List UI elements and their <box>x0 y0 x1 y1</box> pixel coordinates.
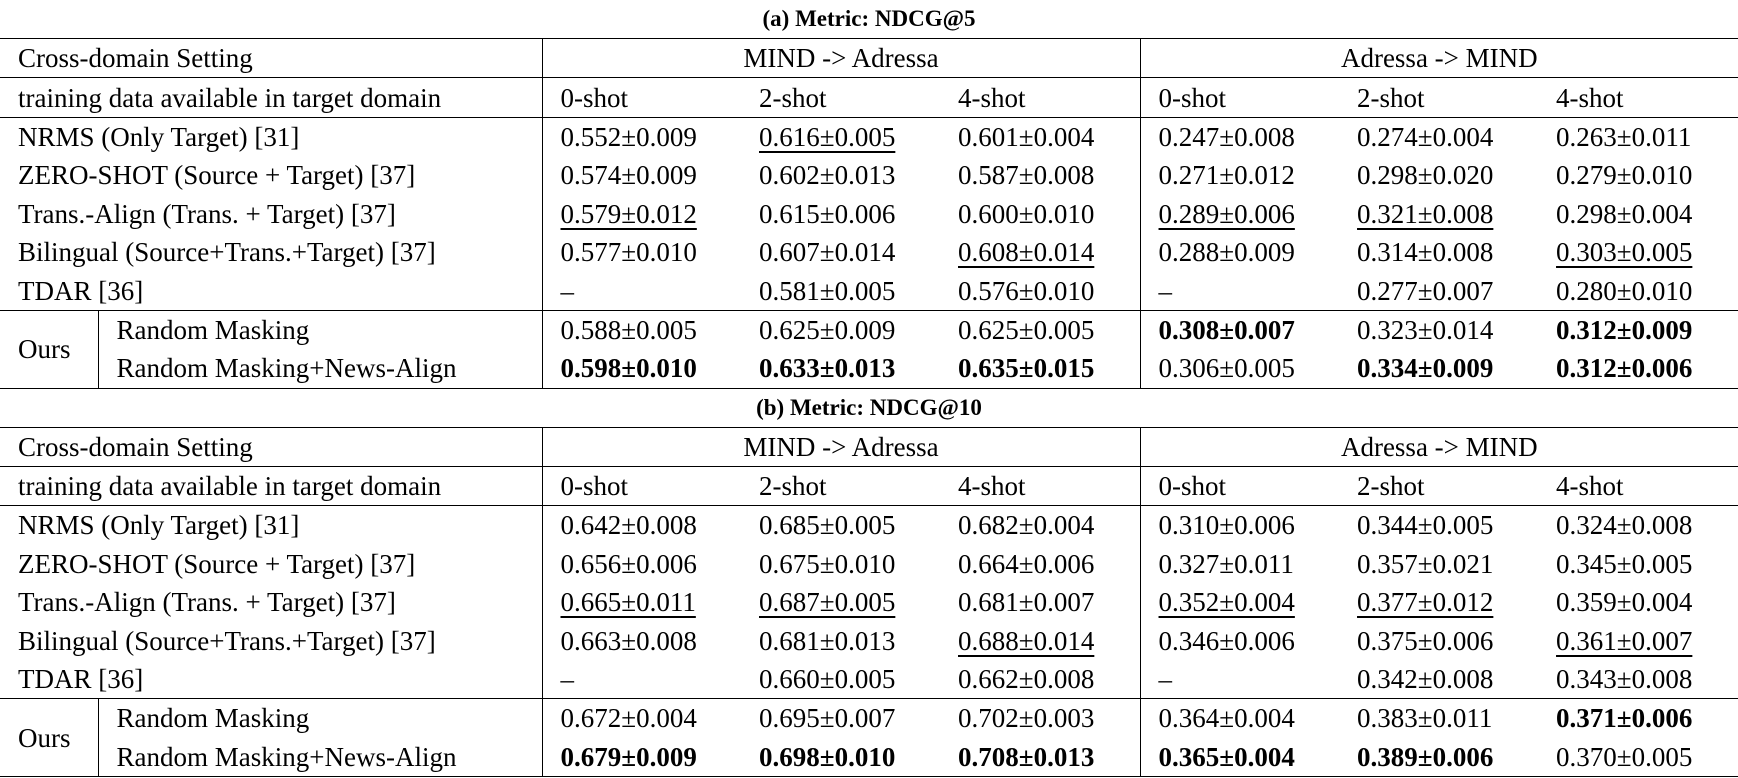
cell-value: 0.574±0.009 <box>560 160 697 191</box>
table-row <box>0 195 1738 233</box>
table-row-ours <box>0 310 1738 349</box>
cell-value: 0.310±0.006 <box>1140 506 1339 545</box>
method-name: Random Masking <box>98 699 542 738</box>
table-b <box>0 427 1738 778</box>
table-row-ours <box>0 738 1738 777</box>
cell-value: 0.334±0.009 <box>1339 349 1538 388</box>
cell-value: 0.602±0.013 <box>759 160 896 191</box>
cell-value: 0.377±0.012 <box>1357 587 1494 618</box>
header-row-setting <box>0 39 1738 78</box>
cell-value: 0.342±0.008 <box>1357 664 1494 695</box>
cell-value: – <box>1158 664 1173 695</box>
cell-value: 0.579±0.012 <box>560 198 697 229</box>
cell-value: 0.389±0.006 <box>1339 738 1538 777</box>
cell-value: 0.289±0.006 <box>1158 198 1295 229</box>
cell-value: 0.702±0.003 <box>940 699 1140 738</box>
training-label: training data available in target domain <box>0 78 542 117</box>
table-row <box>0 271 1738 310</box>
cell-value: 0.306±0.005 <box>1140 349 1339 388</box>
cell-value: 0.660±0.005 <box>759 664 896 695</box>
cell-value: – <box>560 275 574 306</box>
shot-header: 0-shot <box>1140 466 1339 505</box>
cell-value: 0.323±0.014 <box>1339 310 1538 349</box>
cell-value: 0.298±0.020 <box>1357 160 1494 191</box>
cell-value: 0.588±0.005 <box>542 310 741 349</box>
table-a <box>0 38 1738 389</box>
cell-value: 0.635±0.015 <box>940 349 1140 388</box>
training-label: training data available in target domain <box>0 466 542 505</box>
cell-value: 0.308±0.007 <box>1140 310 1339 349</box>
cell-value: 0.371±0.006 <box>1538 699 1738 738</box>
cell-value: 0.359±0.004 <box>1556 587 1693 618</box>
cell-value: 0.345±0.005 <box>1556 548 1693 579</box>
cell-value: 0.598±0.010 <box>542 349 741 388</box>
cell-value: 0.607±0.014 <box>759 237 896 268</box>
table-row <box>0 156 1738 194</box>
cell-value: 0.375±0.006 <box>1357 625 1494 656</box>
ours-label: Ours <box>0 699 98 777</box>
method-name: Trans.-Align (Trans. + Target) [37] <box>0 583 542 621</box>
cell-value: 0.271±0.012 <box>1158 160 1295 191</box>
table-row-ours <box>0 349 1738 388</box>
table-row <box>0 583 1738 621</box>
method-name: Trans.-Align (Trans. + Target) [37] <box>0 195 542 233</box>
cell-value: 0.312±0.006 <box>1538 349 1738 388</box>
shot-header: 2-shot <box>741 466 940 505</box>
cell-value: 0.625±0.009 <box>741 310 940 349</box>
cell-value: 0.274±0.004 <box>1339 117 1538 156</box>
cell-value: 0.361±0.007 <box>1556 625 1693 656</box>
cell-value: 0.675±0.010 <box>759 548 896 579</box>
method-name: Bilingual (Source+Trans.+Target) [37] <box>0 233 542 271</box>
shot-header: 0-shot <box>1140 78 1339 117</box>
shot-header: 0-shot <box>542 78 741 117</box>
method-name: Random Masking+News-Align <box>98 349 542 388</box>
cell-value: 0.357±0.021 <box>1357 548 1494 579</box>
cell-value: 0.263±0.011 <box>1538 117 1738 156</box>
cell-value: 0.552±0.009 <box>542 117 741 156</box>
cell-value: 0.662±0.008 <box>940 660 1140 699</box>
shot-header: 4-shot <box>1538 78 1738 117</box>
ours-label: Ours <box>0 310 98 388</box>
table-row <box>0 545 1738 583</box>
cell-value: 0.321±0.008 <box>1357 198 1494 229</box>
cell-value: 0.576±0.010 <box>940 271 1140 310</box>
method-name: ZERO-SHOT (Source + Target) [37] <box>0 545 542 583</box>
cell-value: 0.601±0.004 <box>940 117 1140 156</box>
cell-value: 0.695±0.007 <box>741 699 940 738</box>
cell-value: 0.664±0.006 <box>940 545 1140 583</box>
cell-value: 0.346±0.006 <box>1158 625 1295 656</box>
cell-value: 0.672±0.004 <box>542 699 741 738</box>
cell-value: 0.581±0.005 <box>759 275 896 306</box>
shot-header: 2-shot <box>741 78 940 117</box>
method-name: Bilingual (Source+Trans.+Target) [37] <box>0 621 542 659</box>
cell-value: 0.343±0.008 <box>1556 664 1693 695</box>
cell-value: 0.312±0.009 <box>1538 310 1738 349</box>
cell-value: 0.288±0.009 <box>1158 237 1295 268</box>
method-name: TDAR [36] <box>0 660 542 699</box>
cell-value: 0.681±0.013 <box>759 625 896 656</box>
cell-value: 0.615±0.006 <box>759 198 896 229</box>
cell-value: 0.279±0.010 <box>1556 160 1693 191</box>
cell-value: 0.577±0.010 <box>560 237 697 268</box>
cell-value: 0.280±0.010 <box>1556 275 1693 306</box>
cell-value: 0.687±0.005 <box>759 587 896 618</box>
cell-value: 0.656±0.006 <box>560 548 697 579</box>
cell-value: 0.600±0.010 <box>940 195 1140 233</box>
cell-value: 0.370±0.005 <box>1538 738 1738 777</box>
cell-value: 0.587±0.008 <box>940 156 1140 194</box>
shot-header: 2-shot <box>1339 466 1538 505</box>
table-row <box>0 117 1738 156</box>
table-row-ours <box>0 699 1738 738</box>
cell-value: 0.633±0.013 <box>741 349 940 388</box>
cell-value: 0.688±0.014 <box>958 625 1095 656</box>
header-row-setting <box>0 427 1738 466</box>
cell-value: – <box>560 664 574 695</box>
cell-value: 0.685±0.005 <box>741 506 940 545</box>
cell-value: 0.303±0.005 <box>1556 237 1693 268</box>
cell-value: 0.698±0.010 <box>741 738 940 777</box>
cell-value: 0.625±0.005 <box>940 310 1140 349</box>
cell-value: 0.616±0.005 <box>759 121 896 152</box>
table-row <box>0 660 1738 699</box>
table-b-caption: (b) Metric: NDCG@10 <box>756 394 982 420</box>
setting-label: Cross-domain Setting <box>0 427 542 466</box>
cell-value: 0.364±0.004 <box>1140 699 1339 738</box>
header-row-shots <box>0 466 1738 505</box>
cell-value: 0.679±0.009 <box>542 738 741 777</box>
method-name: TDAR [36] <box>0 271 542 310</box>
cell-value: 0.247±0.008 <box>1140 117 1339 156</box>
group-mind-adressa: MIND -> Adressa <box>542 39 1140 78</box>
method-name: NRMS (Only Target) [31] <box>0 117 542 156</box>
cell-value: 0.352±0.004 <box>1158 587 1295 618</box>
method-name: ZERO-SHOT (Source + Target) [37] <box>0 156 542 194</box>
method-name: NRMS (Only Target) [31] <box>0 506 542 545</box>
group-adressa-mind: Adressa -> MIND <box>1140 427 1738 466</box>
cell-value: 0.681±0.007 <box>940 583 1140 621</box>
cell-value: 0.608±0.014 <box>958 237 1095 268</box>
shot-header: 0-shot <box>542 466 741 505</box>
shot-header: 2-shot <box>1339 78 1538 117</box>
cell-value: 0.344±0.005 <box>1339 506 1538 545</box>
cell-value: 0.708±0.013 <box>940 738 1140 777</box>
cell-value: 0.277±0.007 <box>1357 275 1494 306</box>
header-row-shots <box>0 78 1738 117</box>
cell-value: – <box>1158 275 1173 306</box>
cell-value: 0.324±0.008 <box>1538 506 1738 545</box>
cell-value: 0.665±0.011 <box>560 587 696 618</box>
cell-value: 0.642±0.008 <box>542 506 741 545</box>
cell-value: 0.314±0.008 <box>1357 237 1494 268</box>
method-name: Random Masking <box>98 310 542 349</box>
cell-value: 0.298±0.004 <box>1556 198 1693 229</box>
cell-value: 0.327±0.011 <box>1158 548 1294 579</box>
table-row <box>0 506 1738 545</box>
shot-header: 4-shot <box>940 466 1140 505</box>
cell-value: 0.682±0.004 <box>940 506 1140 545</box>
shot-header: 4-shot <box>940 78 1140 117</box>
group-mind-adressa: MIND -> Adressa <box>542 427 1140 466</box>
cell-value: 0.365±0.004 <box>1140 738 1339 777</box>
cell-value: 0.383±0.011 <box>1339 699 1538 738</box>
group-adressa-mind: Adressa -> MIND <box>1140 39 1738 78</box>
setting-label: Cross-domain Setting <box>0 39 542 78</box>
table-a-caption: (a) Metric: NDCG@5 <box>762 6 976 31</box>
table-row <box>0 233 1738 271</box>
shot-header: 4-shot <box>1538 466 1738 505</box>
table-row <box>0 621 1738 659</box>
cell-value: 0.663±0.008 <box>560 625 697 656</box>
method-name: Random Masking+News-Align <box>98 738 542 777</box>
